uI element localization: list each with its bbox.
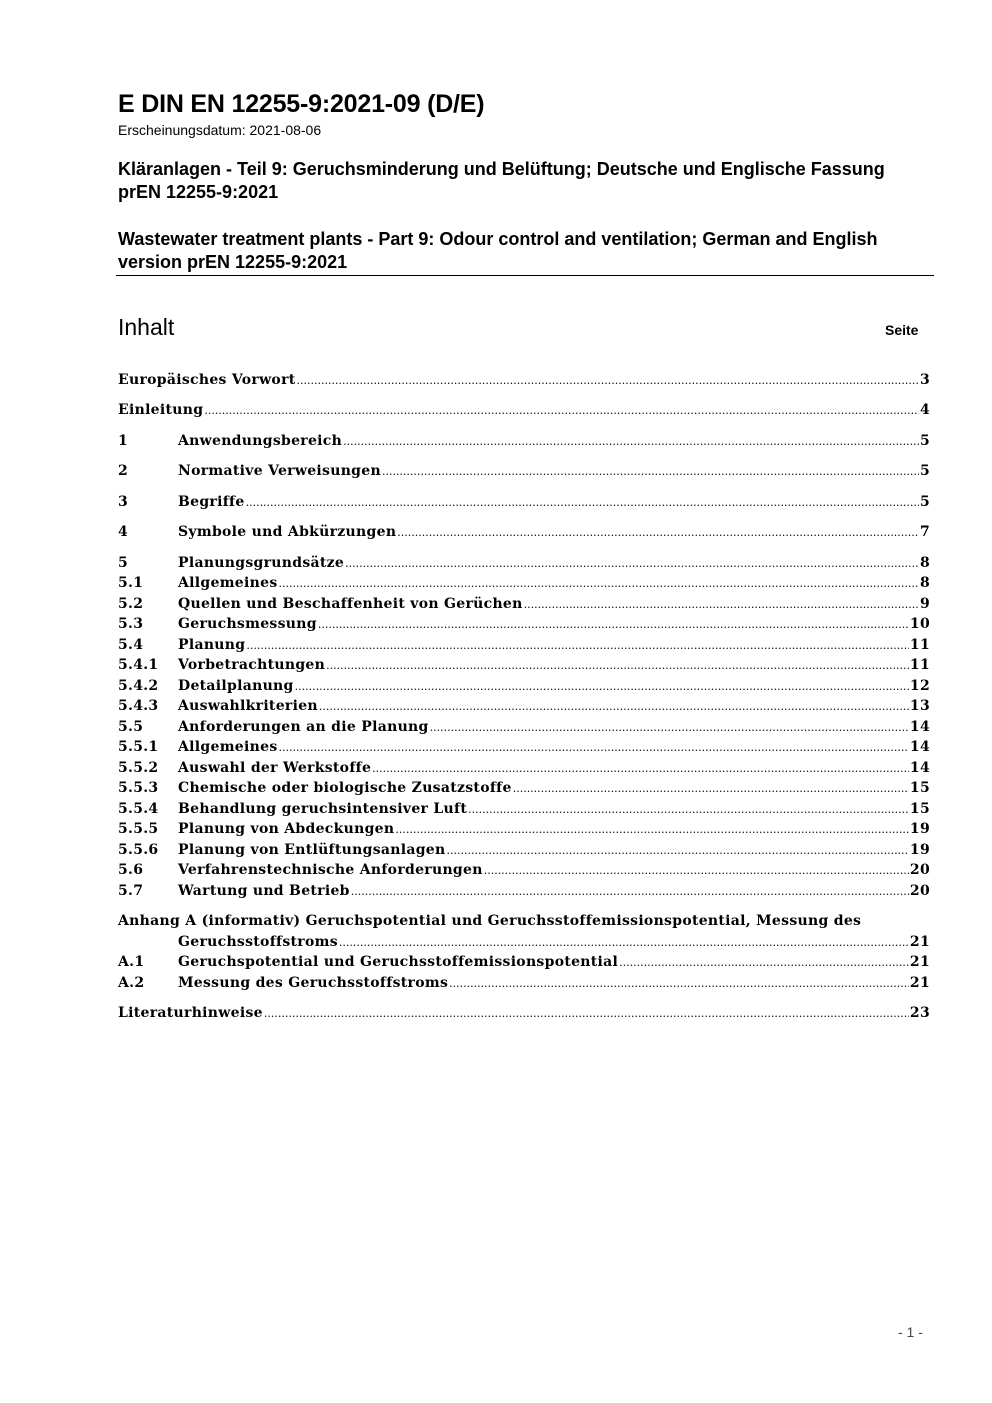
- toc-entry-number: 5.1: [118, 575, 144, 591]
- toc-entry-number: 5.5.5: [118, 821, 159, 837]
- toc-entry-title: Anforderungen an die Planung: [178, 719, 429, 735]
- toc-entry-number: 5.5.4: [118, 801, 159, 817]
- toc-entry-number: 5.5.6: [118, 842, 159, 858]
- toc-entry-page: 21: [909, 975, 930, 991]
- toc-entry[interactable]: [118, 596, 930, 616]
- toc-entry-number: 5.5.2: [118, 760, 159, 776]
- toc-entry-title: Auswahlkriterien: [178, 698, 318, 714]
- toc-entry-page: 11: [909, 657, 930, 673]
- toc-leader-dots: [468, 803, 909, 816]
- toc-leader-dots: [619, 956, 909, 969]
- toc-entry-bibliography[interactable]: [118, 1005, 930, 1025]
- toc-leader-dots: [351, 885, 909, 898]
- toc-entry-title: Geruchsmessung: [178, 616, 317, 632]
- toc-entry-number: 3: [118, 494, 129, 510]
- toc-entry-number: 5.7: [118, 883, 144, 899]
- toc-entry-title: Behandlung geruchsintensiver Luft: [178, 801, 468, 817]
- toc-leader-dots: [430, 721, 909, 734]
- toc-entry-title: Verfahrenstechnische Anforderungen: [178, 862, 483, 878]
- toc-entry-page: 13: [909, 698, 930, 714]
- toc-entry[interactable]: [118, 883, 930, 903]
- toc-entry-number: 5.6: [118, 862, 144, 878]
- toc-entry-number: 5.5.1: [118, 739, 159, 755]
- toc-entry-page: 3: [919, 372, 930, 388]
- toc-entry-title: Geruchspotential und Geruchsstoffemissionspotential: [178, 954, 619, 970]
- toc-entry-title: Symbole und Abkürzungen: [178, 524, 397, 540]
- toc-entry-number: 4: [118, 524, 129, 540]
- toc-entry-title: Allgemeines: [178, 575, 278, 591]
- toc-entry-title: Messung des Geruchsstoffstroms: [178, 975, 449, 991]
- toc-entry-number: 1: [118, 433, 129, 449]
- toc-entry-page: 11: [909, 637, 930, 653]
- toc-entry[interactable]: [118, 954, 930, 974]
- toc-entry-page: 20: [909, 883, 930, 899]
- toc-entry-title: Planung: [178, 637, 246, 653]
- toc-entry-number: A.2: [118, 975, 145, 991]
- toc-annex-heading[interactable]: Anhang A (informativ) Geruchspotential und Geruchsstoffemissionspotential, Messung des: [118, 913, 862, 929]
- toc-entry[interactable]: [118, 657, 930, 677]
- toc-entry-title: Detailplanung: [178, 678, 294, 694]
- toc-entry-page: 14: [909, 719, 930, 735]
- toc-entry-title: Planung von Entlüftungsanlagen: [178, 842, 446, 858]
- toc-leader-dots: [449, 977, 909, 990]
- toc-entry-number: A.1: [118, 954, 145, 970]
- toc-entry-title: Planungsgrundsätze: [178, 555, 345, 571]
- toc-leader-dots: [513, 782, 909, 795]
- toc-entry-title: Normative Verweisungen: [178, 463, 381, 479]
- toc-entry-page: 8: [919, 575, 930, 591]
- toc-leader-dots: [372, 762, 909, 775]
- toc-entry[interactable]: [118, 719, 930, 739]
- toc-entry-title: Begriffe: [178, 494, 245, 510]
- toc-leader-dots: [326, 659, 909, 672]
- toc-leader-dots: [345, 557, 919, 570]
- title-english: Wastewater treatment plants - Part 9: Odour control and ventilation; German and English version prEN 12255-9:2021: [118, 229, 878, 272]
- toc-leader-dots: [382, 465, 919, 478]
- toc-entry[interactable]: [118, 433, 930, 453]
- toc-entry-page: 15: [909, 801, 930, 817]
- toc-entry-title: Literaturhinweise: [118, 1005, 263, 1021]
- toc-entry-title: Vorbetrachtungen: [178, 657, 326, 673]
- toc-entry-page: 4: [919, 402, 930, 418]
- toc-entry[interactable]: [118, 862, 930, 882]
- toc-entry-number: 5.4.3: [118, 698, 159, 714]
- toc-entry-page: 19: [909, 821, 930, 837]
- toc-leader-dots: [339, 936, 909, 949]
- toc-leader-dots: [319, 700, 909, 713]
- toc-entry-title: Europäisches Vorwort: [118, 372, 296, 388]
- toc-entry-page: 12: [909, 678, 930, 694]
- toc-entry[interactable]: [118, 739, 930, 759]
- toc-leader-dots: [295, 680, 909, 693]
- toc-entry-title: Auswahl der Werkstoffe: [178, 760, 372, 776]
- toc-entry-page: 10: [909, 616, 930, 632]
- toc-entry-number: 5.2: [118, 596, 144, 612]
- toc-leader-dots: [279, 577, 919, 590]
- toc-leader-dots: [524, 598, 919, 611]
- toc-entry-page: 14: [909, 760, 930, 776]
- toc-entry[interactable]: [118, 463, 930, 483]
- toc-entry-page: 21: [909, 954, 930, 970]
- toc-entry-page: 5: [919, 494, 930, 510]
- toc-entry[interactable]: [118, 678, 930, 698]
- toc-leader-dots: [264, 1007, 909, 1020]
- toc-entry[interactable]: [118, 524, 930, 544]
- publication-date: Erscheinungsdatum: 2021-08-06: [118, 122, 322, 138]
- toc-annex-entry[interactable]: [118, 934, 930, 954]
- title-german: Kläranlagen - Teil 9: Geruchsminderung und Belüftung; Deutsche und Englische Fassung prEN 12255-9:2021: [118, 159, 885, 202]
- toc-entry[interactable]: [118, 698, 930, 718]
- toc-entry-number: 5.4.1: [118, 657, 159, 673]
- toc-entry[interactable]: [118, 372, 930, 392]
- toc-entry-page: 20: [909, 862, 930, 878]
- toc-heading: Inhalt: [118, 314, 175, 340]
- toc-entry-number: 5.3: [118, 616, 144, 632]
- toc-entry-page: 9: [919, 596, 930, 612]
- toc-entry-number: 5.4.2: [118, 678, 159, 694]
- toc-entry[interactable]: [118, 637, 930, 657]
- toc-leader-dots: [279, 741, 909, 754]
- header-divider: [116, 275, 934, 276]
- toc-leader-dots: [246, 639, 909, 652]
- toc-entry-page: 5: [919, 433, 930, 449]
- toc-leader-dots: [318, 618, 909, 631]
- toc-entry[interactable]: [118, 760, 930, 780]
- toc-entry[interactable]: [118, 975, 930, 995]
- toc-entry[interactable]: [118, 402, 930, 422]
- toc-entry-page: 14: [909, 739, 930, 755]
- toc-entry-page: 7: [919, 524, 930, 540]
- toc-entry-page: 19: [909, 842, 930, 858]
- toc-leader-dots: [204, 404, 919, 417]
- toc-entry-title: Einleitung: [118, 402, 204, 418]
- toc-entry-page: 23: [909, 1005, 930, 1021]
- toc-entry-title: Quellen und Beschaffenheit von Gerüchen: [178, 596, 523, 612]
- toc-entry[interactable]: [118, 555, 930, 575]
- toc-entry-number: 5: [118, 555, 129, 571]
- toc-leader-dots: [246, 496, 919, 509]
- toc-leader-dots: [397, 526, 919, 539]
- toc-entry[interactable]: [118, 801, 930, 821]
- toc-entry-number: 5.5: [118, 719, 144, 735]
- toc-entry[interactable]: [118, 616, 930, 636]
- document-id: E DIN EN 12255-9:2021-09 (D/E): [118, 90, 485, 118]
- toc-leader-dots: [343, 435, 919, 448]
- toc-leader-dots: [297, 374, 919, 387]
- toc-entry[interactable]: [118, 842, 930, 862]
- toc-entry-number: 2: [118, 463, 129, 479]
- toc-entry-title: Chemische oder biologische Zusatzstoffe: [178, 780, 512, 796]
- toc-entry[interactable]: [118, 821, 930, 841]
- toc-entry-title: Geruchsstoffstroms: [178, 934, 338, 950]
- toc-entry[interactable]: [118, 575, 930, 595]
- toc-entry[interactable]: [118, 494, 930, 514]
- toc-entry-number: 5.4: [118, 637, 144, 653]
- toc-entry-page: 5: [919, 463, 930, 479]
- toc-leader-dots: [447, 844, 909, 857]
- toc-page-column-label: Seite: [885, 322, 919, 338]
- toc-entry-title: Anwendungsbereich: [178, 433, 343, 449]
- toc-leader-dots: [395, 823, 909, 836]
- page-number: - 1 -: [898, 1324, 923, 1340]
- toc-entry-title: Allgemeines: [178, 739, 278, 755]
- toc-entry-title: Planung von Abdeckungen: [178, 821, 395, 837]
- toc-entry-page: 8: [919, 555, 930, 571]
- toc-entry-number: 5.5.3: [118, 780, 159, 796]
- toc-entry-page: 21: [909, 934, 930, 950]
- toc-leader-dots: [484, 864, 909, 877]
- toc-entry-page: 15: [909, 780, 930, 796]
- toc-entry[interactable]: [118, 780, 930, 800]
- toc-entry-title: Wartung und Betrieb: [178, 883, 350, 899]
